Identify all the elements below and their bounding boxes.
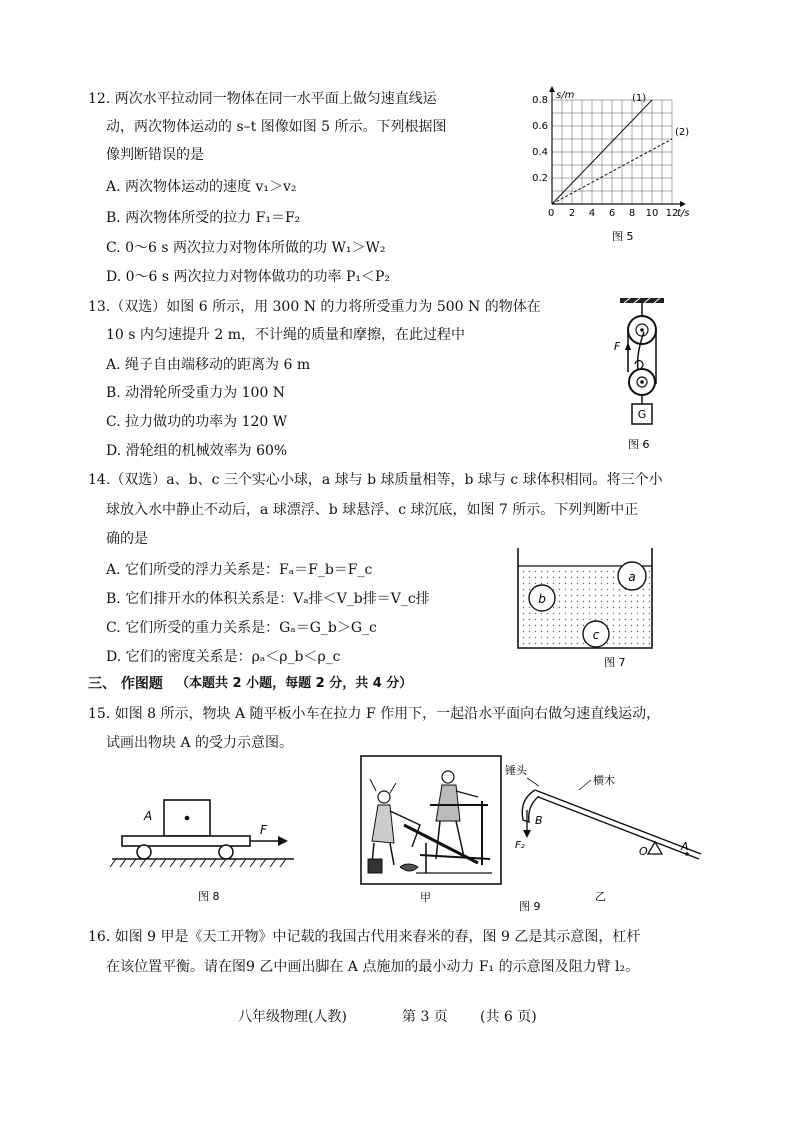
fulcrum-label: O bbox=[639, 845, 648, 858]
y-tick-label: 0.4 bbox=[532, 147, 548, 158]
x-tick-label: 8 bbox=[628, 208, 636, 219]
figure-5-caption: 图 5 bbox=[612, 230, 634, 243]
figure-9-jia-illustration bbox=[360, 755, 502, 905]
q14-stem-line3: 确的是 bbox=[106, 531, 148, 547]
q14-option-c: C. 它们所受的重力关系是：Gₐ＝G_b＞G_c bbox=[106, 620, 377, 636]
q13-option-a: A. 绳子自由端移动的距离为 6 m bbox=[106, 357, 311, 373]
figure-6-caption: 图 6 bbox=[628, 438, 650, 451]
footer-total-pages: (共 6 页) bbox=[480, 1009, 537, 1025]
q13-stem-line2: 10 s 内匀速提升 2 m，不计绳的质量和摩擦，在此过程中 bbox=[106, 327, 465, 343]
figure-8-cart bbox=[108, 790, 308, 910]
chart-axes bbox=[549, 86, 686, 207]
ball-c-label: c bbox=[592, 628, 600, 642]
y-tick-label: 0.6 bbox=[532, 121, 548, 132]
force-f2-label: F₂ bbox=[515, 840, 525, 851]
q12-stem-line1: 12. 两次水平拉动同一物体在同一水平面上做匀速直线运 bbox=[88, 91, 437, 107]
q12-option-b: B. 两次物体所受的拉力 F₁＝F₂ bbox=[106, 210, 301, 226]
q14-option-b: B. 它们排开水的体积关系是：Vₐ排＜V_b排＝V_c排 bbox=[106, 591, 430, 607]
hammer-label: 锤头 bbox=[505, 764, 527, 777]
q13-stem-line1: 13.（双选）如图 6 所示，用 300 N 的力将所受重力为 500 N 的物体在 bbox=[88, 299, 541, 315]
x-tick-label: 6 bbox=[608, 208, 616, 219]
origin-label: 0 bbox=[548, 208, 555, 219]
y-axis-label: s/m bbox=[556, 90, 575, 101]
beam-label: 横木 bbox=[593, 774, 615, 787]
figure-7-water-tank bbox=[510, 546, 660, 670]
figure-8-caption: 图 8 bbox=[198, 890, 220, 903]
q14-option-d: D. 它们的密度关系是：ρₐ＜ρ_b＜ρ_c bbox=[106, 649, 341, 665]
weight-label: G bbox=[637, 408, 647, 421]
chart-grid bbox=[552, 100, 672, 204]
x-tick-label: 10 bbox=[645, 208, 659, 219]
figure-9-caption: 图 9 bbox=[519, 900, 541, 913]
figure-9-jia-label: 甲 bbox=[420, 891, 431, 904]
x-tick-label: 12 bbox=[665, 208, 679, 219]
q15-stem-line1: 15. 如图 8 所示，物块 A 随平板小车在拉力 F 作用下，一起沿水平面向右做匀速直线运动， bbox=[88, 706, 661, 722]
figure-9-yi-lever bbox=[505, 762, 715, 913]
y-tick-label: 0.8 bbox=[532, 95, 548, 106]
q16-stem-line2: 在该位置平衡。请在图9 乙中画出脚在 A 点施加的最小动力 F₁ 的示意图及阻力臂 l₂。 bbox=[106, 959, 640, 975]
figure-6-pulley bbox=[600, 292, 680, 452]
chart-ticks bbox=[532, 95, 678, 219]
series-label-1: (1) bbox=[632, 93, 647, 104]
figure-7-caption: 图 7 bbox=[604, 656, 626, 669]
footer-page-number: 第 3 页 bbox=[402, 1009, 448, 1025]
q12-option-c: C. 0～6 s 两次拉力对物体所做的功 W₁＞W₂ bbox=[106, 240, 386, 256]
section-3-note: （本题共 2 小题，每题 2 分，共 4 分） bbox=[176, 676, 413, 691]
figure-5-chart bbox=[520, 88, 710, 248]
figure-9-yi-label: 乙 bbox=[595, 890, 606, 903]
pull-force-label: F bbox=[260, 823, 267, 837]
q15-stem-line2: 试画出物块 A 的受力示意图。 bbox=[106, 735, 294, 751]
q12-option-d: D. 0～6 s 两次拉力对物体做功的功率 P₁＜P₂ bbox=[106, 269, 391, 285]
block-label: A bbox=[144, 809, 153, 823]
ball-b-label: b bbox=[538, 592, 546, 606]
y-axis-arrow bbox=[549, 86, 555, 92]
q13-option-d: D. 滑轮组的机械效率为 60% bbox=[106, 443, 288, 459]
y-tick-label: 0.2 bbox=[532, 173, 548, 184]
ball-a-label: a bbox=[628, 570, 636, 584]
series-label-2: (2) bbox=[675, 127, 690, 138]
q13-option-b: B. 动滑轮所受重力为 100 N bbox=[106, 385, 286, 401]
q14-stem-line2: 球放入水中静止不动后，a 球漂浮、b 球悬浮、c 球沉底，如图 7 所示。下列判断中正 bbox=[106, 502, 639, 518]
point-b-label: B bbox=[535, 814, 543, 827]
force-label: F bbox=[614, 340, 621, 353]
q14-option-a: A. 它们所受的浮力关系是：Fₐ＝F_b＝F_c bbox=[106, 562, 373, 578]
section-3-heading: 三、 作图题 bbox=[88, 676, 163, 692]
x-axis-label: t/s bbox=[677, 208, 690, 219]
x-tick-label: 4 bbox=[588, 208, 596, 219]
q13-option-c: C. 拉力做功的功率为 120 W bbox=[106, 414, 288, 430]
q16-stem-line1: 16. 如图 9 甲是《天工开物》中记载的我国古代用来舂米的舂，图 9 乙是其示意图，杠杆 bbox=[88, 929, 641, 945]
x-axis-arrow bbox=[680, 201, 686, 207]
q12-stem-line3: 像判断错误的是 bbox=[106, 147, 204, 163]
x-tick-label: 2 bbox=[568, 208, 576, 219]
footer-subject: 八年级物理(人教) bbox=[238, 1009, 347, 1025]
q12-option-a: A. 两次物体运动的速度 v₁＞v₂ bbox=[106, 179, 297, 195]
q12-stem-line2: 动，两次物体运动的 s–t 图像如图 5 所示。下列根据图 bbox=[106, 119, 447, 135]
point-a-label: A bbox=[681, 840, 689, 853]
q14-stem-line1: 14.（双选）a、b、c 三个实心小球，a 球与 b 球质量相等，b 球与 c 球体积相同。将三个小 bbox=[88, 472, 663, 488]
